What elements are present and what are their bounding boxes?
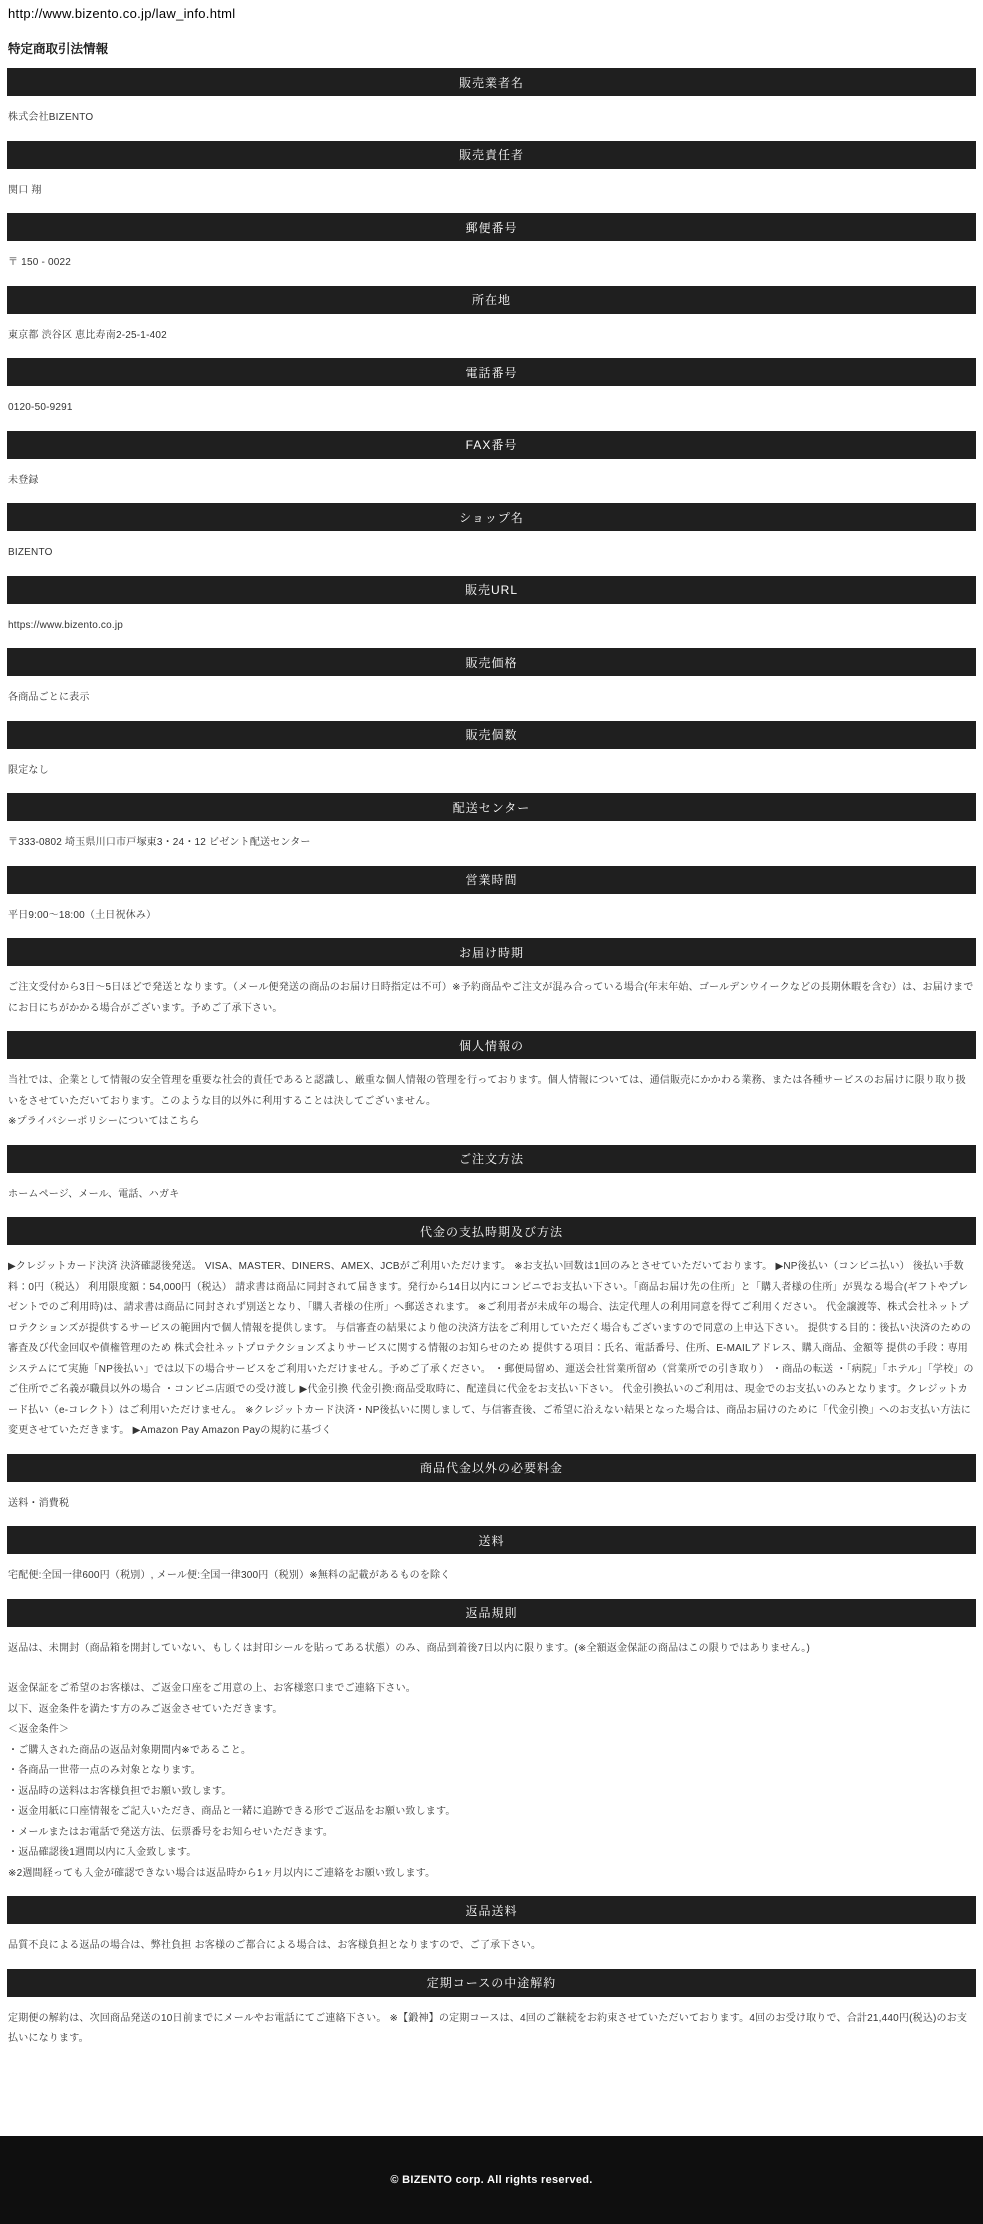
section-header-bar bbox=[7, 68, 976, 96]
law-section bbox=[0, 1896, 983, 1957]
section-header-bar bbox=[7, 1526, 976, 1554]
law-section bbox=[0, 68, 983, 129]
section-text-line: BIZENTO bbox=[8, 547, 53, 558]
section-text-line: 未登録 bbox=[8, 474, 39, 486]
section-content bbox=[8, 1566, 975, 1587]
sections-container bbox=[0, 68, 983, 2050]
section-title: 定期コースの中途解約 bbox=[426, 1976, 557, 1990]
section-text-line: ※2週間経っても入金が確認できない場合は返品時から1ヶ月以内にご連絡をお願い致します。 bbox=[8, 1867, 436, 1879]
section-content bbox=[8, 1185, 975, 1206]
section-title: 販売価格 bbox=[465, 655, 518, 670]
section-title: FAX番号 bbox=[465, 438, 518, 452]
section-header-bar bbox=[7, 866, 976, 894]
law-section bbox=[0, 721, 983, 782]
law-section bbox=[0, 358, 983, 419]
section-text-line: ・返品確認後1週間以内に入金致します。 bbox=[8, 1847, 197, 1858]
section-content bbox=[8, 253, 975, 274]
section-text-line: 関口 翔 bbox=[8, 184, 42, 196]
law-section bbox=[0, 431, 983, 492]
section-title: 送料 bbox=[478, 1533, 505, 1548]
section-content bbox=[8, 616, 975, 637]
section-text-line: ご注文受付から3日～5日ほどで発送となります。（メール便発送の商品のお届け日時指定は不可）※予約商品やご注文が混み合っている場合(年末年始、ゴールデンウイークなどの長期休暇を含む）は、お届けまでにお日にちがかかる場合がございます。予めご了承下さい。 bbox=[8, 982, 974, 1014]
section-text-line: ・各商品一世帯一点のみ対象となります。 bbox=[8, 1765, 201, 1776]
section-header-bar bbox=[7, 721, 976, 749]
law-section bbox=[0, 1599, 983, 1885]
law-section bbox=[0, 286, 983, 347]
section-header-bar bbox=[7, 286, 976, 314]
section-title: 商品代金以外の必要料金 bbox=[419, 1461, 563, 1475]
page-url-text: http://www.bizento.co.jp/law_info.html bbox=[8, 6, 236, 21]
section-text-line: ・メールまたはお電話で発送方法、伝票番号をお知らせいただきます。 bbox=[8, 1826, 334, 1838]
section-header-bar bbox=[7, 1145, 976, 1173]
page-title: 特定商取引法情報 bbox=[8, 42, 109, 56]
section-content bbox=[8, 1494, 975, 1515]
section-text-line: 平日9:00～18:00（土日祝休み） bbox=[8, 909, 157, 921]
section-content bbox=[8, 2009, 975, 2050]
section-header-bar bbox=[7, 213, 976, 241]
section-header-bar bbox=[7, 1599, 976, 1627]
section-title: 配送センター bbox=[452, 800, 531, 815]
section-title: 販売責任者 bbox=[458, 148, 524, 162]
section-title: ご注文方法 bbox=[458, 1152, 524, 1166]
section-header-bar bbox=[7, 1969, 976, 1997]
section-text-line: 宅配便:全国一律600円（税別）, メール便:全国一律300円（税別）※無料の記載があるものを除く bbox=[8, 1570, 451, 1581]
section-content bbox=[8, 906, 975, 927]
section-title: 所在地 bbox=[471, 293, 511, 307]
law-section bbox=[0, 1454, 983, 1515]
section-text-line bbox=[8, 1659, 975, 1679]
section-content bbox=[8, 326, 975, 347]
law-section bbox=[0, 1031, 983, 1133]
section-title: 返品規則 bbox=[465, 1606, 518, 1620]
section-title: 販売個数 bbox=[465, 728, 518, 742]
law-section bbox=[0, 1145, 983, 1206]
section-text-line: 以下、返金条件を満たす方のみご返金させていただきます。 bbox=[8, 1703, 283, 1715]
section-text-line: ▶クレジットカード決済 決済確認後発送。 VISA、MASTER、DINERS、AMEX、JCBがご利用いただけます。 ※お支払い回数は1回のみとさせていただいております。 ▶NP後払い（コンビニ払い） 後払い手数料：0円（税込） 利用限度額：54,000円（税込） 請求書は商品に同封されて届きます。発行から14日以内にコンビニでお支払い下さい。「商品お届け先の住所」と「購入者様の住所」が異なる場合(ギフトやプレゼントでのご利用時)は、請求書は商品に同封されず別送となり、「購入者様の住所」へ郵送されます。 ※ご利用者が未成年の場合、法定代理人の利用同意を得てご利用ください。 代金譲渡等、株式会社ネットプロテクションズが提供するサービスの範囲内で個人情報を提供します。 与信審査の結果により他の決済方法をご利用していただく場合もございますので同意の上申込下さい。 提供する目的：後払い決済のための審査及び代金回収や債権管理のため 株式会社ネットプロテクションズよりサービスに関する情報のお知らせのため 提供する項目：氏名、電話番号、住所、E-MAILアドレス、購入商品、金額等 提供の手段：専用システムにて実施「NP後払い」では以下の場合サービスをご利用いただけません。予めご了承ください。 ・郵便局留め、運送会社営業所留め（営業所での引き取り） ・商品の転送 ・「病院」「ホテル」「学校」のご住所でご名義が職員以外の場合 ・コンビニ店頭での受け渡し ▶代金引換 代金引換:商品受取時に、配達員に代金をお支払い下さい。 代金引換払いのご利用は、現金でのお支払いのみとなります。クレジットカード払い（e-コレクト）はご利用いただけません。 ※クレジットカード決済・NP後払いに関しまして、与信審査後、ご希望に沿えない結果となった場合は、商品お届けのために「代金引換」へのお支払い方法に変更させていただきます。 ▶Amazon Pay Amazon Payの規約に基づく bbox=[8, 1261, 974, 1436]
law-section bbox=[0, 213, 983, 274]
law-section bbox=[0, 1526, 983, 1587]
section-text-line: 品質不良による返品の場合は、弊社負担 お客様のご都合による場合は、お客様負担となりますので、ご了承下さい。 bbox=[8, 1940, 542, 1951]
section-header-bar bbox=[7, 358, 976, 386]
section-text-line: 送料・消費税 bbox=[8, 1497, 70, 1509]
copyright-text: © BIZENTO corp. All rights reserved. bbox=[390, 2173, 593, 2186]
section-text-line: 限定なし bbox=[8, 764, 49, 776]
law-section bbox=[0, 938, 983, 1019]
section-title: 代金の支払時期及び方法 bbox=[419, 1224, 563, 1239]
section-text-line: 株式会社BIZENTO bbox=[8, 112, 94, 123]
footer bbox=[0, 2136, 983, 2224]
section-title: ショップ名 bbox=[459, 510, 524, 525]
section-content bbox=[8, 471, 975, 492]
section-header-bar bbox=[7, 648, 976, 676]
section-content bbox=[8, 1639, 975, 1885]
section-content bbox=[8, 398, 975, 419]
section-content bbox=[8, 761, 975, 782]
section-content bbox=[8, 1071, 975, 1133]
section-text-line: 各商品ごとに表示 bbox=[8, 692, 90, 703]
section-title: 返品送料 bbox=[465, 1903, 518, 1918]
section-content bbox=[8, 833, 975, 854]
section-header-bar bbox=[7, 938, 976, 966]
section-text-line: ・返品時の送料はお客様負担でお願い致します。 bbox=[8, 1785, 232, 1797]
section-title: 営業時間 bbox=[465, 873, 518, 887]
section-text-line: 0120-50-9291 bbox=[8, 402, 73, 413]
law-section bbox=[0, 1969, 983, 2050]
section-header-bar bbox=[7, 793, 976, 821]
law-section bbox=[0, 1217, 983, 1442]
section-text-line: 返金保証をご希望のお客様は、ご返金口座をご用意の上、お客様窓口までご連絡下さい。 bbox=[8, 1683, 416, 1694]
section-content bbox=[8, 1257, 975, 1442]
section-header-bar bbox=[7, 1896, 976, 1924]
section-title: 電話番号 bbox=[465, 365, 518, 380]
section-text-line: 当社では、企業として情報の安全管理を重要な社会的責任であると認識し、厳重な個人情報の管理を行っております。個人情報については、通信販売にかかわる業務、または各種サービスのお届けに限り取り扱いをさせていただいております。このような目的以外に利用することは決してございません。 bbox=[8, 1075, 966, 1107]
section-text-line: ＜返金条件＞ bbox=[8, 1724, 70, 1735]
section-text-line: ・返金用紙に口座情報をご記入いただき、商品と一緒に追跡できる形でご返品をお願い致します。 bbox=[8, 1806, 456, 1817]
section-text-line: 東京都 渋谷区 恵比寿南2-25-1-402 bbox=[8, 329, 167, 341]
section-title: 販売業者名 bbox=[458, 75, 524, 90]
section-text-line: 〒 150 - 0022 bbox=[8, 257, 71, 268]
section-text-line: 定期便の解約は、次回商品発送の10日前までにメールやお電話にてご連絡下さい。 ※【鍛神】の定期コースは、4回のご継続をお約束させていただいております。4回のお受け取りで、合計21,440円(税込)のお支払いになります。 bbox=[8, 2012, 968, 2044]
section-text-line: 返品は、未開封（商品箱を開封していない、もしくは封印シールを貼ってある状態）のみ、商品到着後7日以内に限ります。(※全額返金保証の商品はこの限りではありません。) bbox=[8, 1642, 810, 1654]
section-text-line: ホームページ、メール、電話、ハガキ bbox=[8, 1188, 180, 1200]
section-text-line: ※プライバシーポリシーについてはこちら bbox=[8, 1116, 200, 1127]
law-section bbox=[0, 141, 983, 202]
section-title: 郵便番号 bbox=[465, 220, 518, 235]
law-section bbox=[0, 866, 983, 927]
section-text-line: https://www.bizento.co.jp bbox=[8, 619, 124, 631]
section-content bbox=[8, 978, 975, 1019]
law-section bbox=[0, 793, 983, 854]
section-header-bar bbox=[7, 1454, 976, 1482]
section-header-bar bbox=[7, 431, 976, 459]
section-content bbox=[8, 108, 975, 129]
section-content bbox=[8, 688, 975, 709]
section-title: 販売URL bbox=[464, 583, 518, 597]
section-text-line: ・ご購入された商品の返品対象期間内※であること。 bbox=[8, 1744, 252, 1756]
law-section bbox=[0, 503, 983, 564]
section-header-bar bbox=[7, 141, 976, 169]
section-title: お届け時期 bbox=[458, 945, 524, 960]
section-title: 個人情報の bbox=[458, 1038, 524, 1053]
section-content bbox=[8, 181, 975, 202]
section-content bbox=[8, 543, 975, 564]
section-header-bar bbox=[7, 1031, 976, 1059]
section-header-bar bbox=[7, 576, 976, 604]
section-header-bar bbox=[7, 503, 976, 531]
section-content bbox=[8, 1936, 975, 1957]
law-section bbox=[0, 648, 983, 709]
section-header-bar bbox=[7, 1217, 976, 1245]
law-section bbox=[0, 576, 983, 637]
section-text-line: 〒333-0802 埼玉県川口市戸塚東3・24・12 ビゼント配送センター bbox=[8, 837, 311, 848]
